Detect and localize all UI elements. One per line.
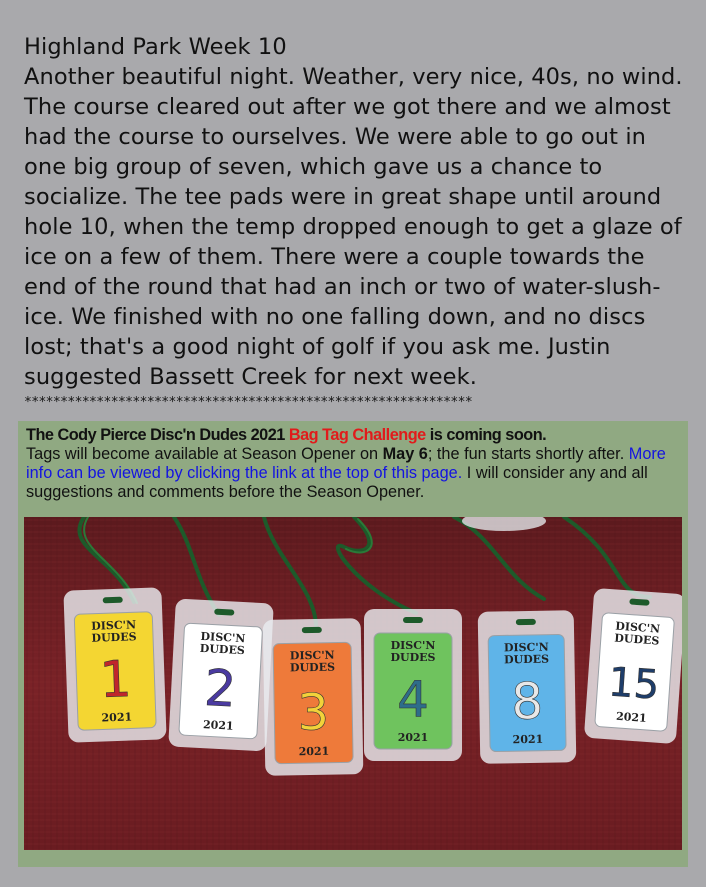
- tag-hole: [403, 617, 423, 623]
- bag-tag-4: [364, 609, 462, 761]
- line2-suffix: ; the fun starts shortly after.: [427, 445, 629, 463]
- post-title: Highland Park Week 10: [24, 34, 287, 60]
- tag-brand-line1: DISC'N: [614, 619, 661, 636]
- tag-year: 2021: [298, 744, 330, 759]
- post-body: Another beautiful night. Weather, very nice, 40s, no wind. The course cleared out after we got there and we almost had the course to ourselves. We were able to go out in one big group of seven, which gave us a chance to socialize. The tee pads were in great shape until around hole 10, when the temp dropped enough to get a glaze of ice on a few of them. There were a couple towards the end of the round that had an inch or two of water-slush-ice. We finished with no one falling down, and no discs lost; that's a good night of golf if you ask me. Justin suggested Bassett Creek for next week.: [24, 64, 683, 390]
- tag-number: 2: [202, 658, 238, 719]
- tag-number: 15: [606, 659, 661, 709]
- tag-year: 2021: [101, 710, 133, 725]
- season-opener-date: May 6: [382, 445, 428, 463]
- divider: **************************************************************: [24, 396, 473, 410]
- tag-brand-line1: DISC'N: [91, 618, 137, 633]
- tag-brand-line2: DUDES: [289, 660, 336, 675]
- promo-text: [26, 426, 682, 502]
- tag-number: 8: [510, 672, 544, 731]
- promo-closing: I will consider any and all suggestions and comments before the Season Opener.: [26, 464, 648, 501]
- headline-prefix: The Cody Pierce Disc'n Dudes 2021: [26, 426, 289, 444]
- tag-hole: [103, 597, 123, 604]
- headline-suffix: is coming soon.: [425, 426, 547, 444]
- tag-year: 2021: [397, 731, 429, 744]
- tag-year: 2021: [202, 718, 234, 733]
- tag-number: 4: [397, 670, 429, 729]
- tag-year: 2021: [512, 732, 544, 747]
- bag-tags-photo: [24, 517, 682, 850]
- tag-brand-line2: DUDES: [503, 652, 550, 667]
- promo-headline: [26, 426, 546, 444]
- tag-brand-line2: DUDES: [199, 641, 246, 658]
- tag-brand-line2: DUDES: [91, 630, 137, 645]
- tag-brand-line1: DISC'N: [390, 639, 436, 652]
- bag-tag-2: [168, 599, 274, 752]
- bag-tag-8: [478, 610, 577, 764]
- bag-tag-3: [263, 618, 364, 776]
- tag-hole: [302, 627, 322, 633]
- tag-brand-line1: DISC'N: [200, 629, 246, 646]
- tag-brand-line1: DISC'N: [503, 640, 549, 655]
- bag-tag-15: [584, 588, 682, 744]
- tag-hole: [516, 619, 536, 625]
- blog-post: [24, 32, 694, 410]
- tag-brand-line2: DUDES: [613, 631, 660, 648]
- bag-tag-1: [63, 587, 166, 742]
- more-info-link[interactable]: More info can be viewed by clicking the link at the top of this page.: [26, 445, 666, 482]
- tag-brand-line2: DUDES: [390, 651, 436, 664]
- bag-tag-promo: [18, 421, 688, 867]
- tag-number: 1: [98, 649, 133, 710]
- tag-hole: [214, 609, 234, 616]
- tag-brand-line1: DISC'N: [289, 648, 335, 663]
- line2-prefix: Tags will become available at Season Opener on: [26, 445, 383, 463]
- tag-number: 3: [296, 683, 330, 742]
- tag-year: 2021: [615, 709, 648, 725]
- bag-tag-challenge-link[interactable]: Bag Tag Challenge: [288, 426, 426, 444]
